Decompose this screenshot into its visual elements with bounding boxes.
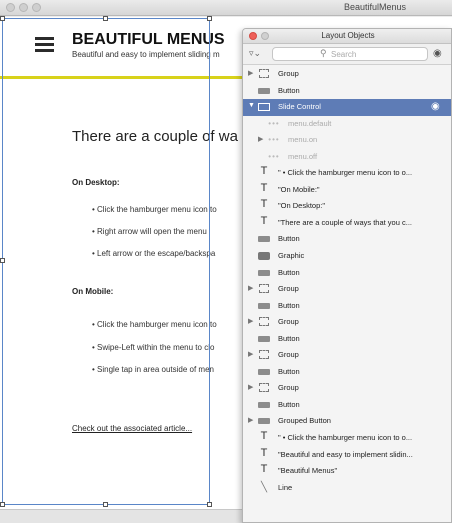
layout-object-label: Group [278,350,299,360]
disclosure-triangle-icon[interactable]: ▼ [248,102,255,110]
article-link[interactable]: Check out the associated article... [72,424,193,433]
layout-object-label: menu.default [288,118,332,128]
layout-object-row[interactable] [243,83,452,100]
state-icon: ••• [268,118,280,128]
mobile-bullet-1[interactable]: • Click the hamburger menu icon to [92,320,217,329]
layout-object-row[interactable] [243,314,452,331]
layout-object-row[interactable] [243,347,452,364]
button-icon [258,303,270,309]
layout-object-label: "On Mobile:" [278,184,320,194]
desktop-heading[interactable]: On Desktop: [72,178,120,187]
window-titlebar [0,0,452,16]
disclosure-triangle-icon[interactable]: ▶ [248,417,254,425]
layout-object-label: menu.on [288,135,318,145]
layout-object-label: Group [278,284,299,294]
button-icon [258,88,270,94]
layout-object-label: Button [278,300,300,310]
disclosure-triangle-icon[interactable]: ▶ [248,351,254,359]
mobile-bullet-2[interactable]: • Swipe-Left within the menu to clo [92,343,215,352]
layout-object-label: " • Click the hamburger menu icon to o... [278,168,413,178]
disclosure-triangle-icon[interactable]: ▶ [248,318,254,326]
layout-object-row[interactable] [243,430,452,447]
page-title[interactable]: BEAUTIFUL MENUS [72,31,225,48]
close-window-button[interactable] [6,3,15,12]
disclosure-triangle-icon[interactable]: ▶ [248,384,254,392]
panel-titlebar[interactable] [243,29,452,44]
layout-object-row[interactable] [243,380,452,397]
layout-object-row[interactable] [243,265,452,282]
group-icon [259,350,269,359]
layout-object-row[interactable] [243,413,452,430]
layout-object-label: Button [278,366,300,376]
text-icon: T [260,214,268,227]
line-icon: ╲ [260,481,268,493]
layout-object-row[interactable] [243,231,452,248]
panel-title: Layout Objects [321,31,375,40]
disclosure-triangle-icon[interactable]: ▶ [248,70,254,77]
layout-object-row[interactable] [243,132,452,149]
state-icon: ••• [268,151,280,161]
layout-object-list [243,66,452,496]
group-icon [259,383,269,392]
layout-object-row[interactable] [243,182,452,199]
layout-object-row[interactable] [243,116,452,133]
disclosure-triangle-icon[interactable]: ▶ [258,136,264,144]
layout-object-label: " • Click the hamburger menu icon to o... [278,433,413,443]
group-icon [259,69,269,78]
layout-object-row[interactable] [243,248,452,265]
slide-control-icon [258,103,270,111]
desktop-bullet-3[interactable]: • Left arrow or the escape/backspa [92,249,216,258]
intro-text[interactable]: There are a couple of wa [72,128,238,145]
layout-object-row[interactable] [243,397,452,414]
visibility-eye-icon[interactable]: ◉ [433,48,442,59]
resize-handle-bottom[interactable] [103,502,108,507]
state-icon: ••• [268,135,280,145]
layout-object-label: "There are a couple of ways that you c... [278,217,412,227]
text-icon: T [260,446,268,459]
layout-object-row[interactable] [243,364,452,381]
button-icon [258,270,270,276]
search-icon: ⚲ [320,48,327,58]
desktop-bullet-2[interactable]: • Right arrow will open the menu [92,227,207,236]
zoom-window-button[interactable] [32,3,41,12]
window-title: BeautifulMenus [343,2,407,12]
layout-object-label: menu.off [288,151,318,161]
layout-objects-panel [242,28,452,523]
resize-handle-top-right[interactable] [207,16,212,21]
resize-handle-top[interactable] [103,16,108,21]
layout-object-label: Group [278,383,299,393]
disclosure-triangle-icon[interactable]: ▶ [248,285,254,293]
layout-object-label: Slide Control [278,102,321,112]
group-icon [259,284,269,293]
layout-object-row[interactable] [243,447,452,464]
hide-object-eye-icon[interactable]: ◉ [431,101,440,113]
layout-object-label: Line [278,482,293,492]
button-icon [258,402,270,408]
layout-object-label: Button [278,399,300,409]
layout-object-label: "On Desktop:" [278,201,326,211]
layout-object-row[interactable] [243,66,452,83]
desktop-bullet-1[interactable]: • Click the hamburger menu icon to [92,205,217,214]
layout-object-label: Group [278,69,299,78]
search-input[interactable] [331,49,421,60]
layout-object-row[interactable] [243,99,452,116]
grouped-button-icon [258,418,270,424]
layout-object-label: Grouped Button [278,416,331,426]
search-field[interactable] [272,47,428,61]
resize-handle-bottom-left[interactable] [0,502,5,507]
layout-object-label: Button [278,267,300,277]
layout-object-row[interactable] [243,149,452,166]
group-icon [259,317,269,326]
layout-object-row[interactable] [243,215,452,232]
layout-object-row[interactable] [243,198,452,215]
layout-object-label: Group [278,317,299,327]
text-icon: T [260,165,268,178]
text-icon: T [260,463,268,476]
resize-handle-top-left[interactable] [0,16,5,21]
layout-object-row[interactable] [243,463,452,480]
layout-object-label: "Beautiful and easy to implement slidin... [278,449,413,459]
resize-handle-left[interactable] [0,258,5,263]
button-icon [258,236,270,242]
graphic-icon [258,252,270,260]
button-icon [258,369,270,375]
panel-toolbar [243,44,452,65]
page-subtitle[interactable]: Beautiful and easy to implement sliding m [72,50,220,59]
minimize-window-button[interactable] [19,3,28,12]
text-icon: T [260,181,268,194]
layout-object-label: Button [278,333,300,343]
filter-icon[interactable]: ▿⌄ [249,48,262,58]
layout-object-label: "Beautiful Menus" [278,466,338,476]
layout-object-label: Button [278,85,300,95]
layout-object-row[interactable] [243,480,452,497]
layout-object-label: Graphic [278,251,305,261]
layout-object-row[interactable] [243,281,452,298]
button-icon [258,336,270,342]
hamburger-menu-icon[interactable] [35,37,54,53]
layout-object-row[interactable] [243,298,452,315]
layout-object-row[interactable] [243,331,452,348]
text-icon: T [260,430,268,443]
layout-object-label: Button [278,234,300,244]
layout-object-row[interactable] [243,165,452,182]
resize-handle-bottom-right[interactable] [207,502,212,507]
mobile-bullet-3[interactable]: • Single tap in area outside of men [92,365,214,374]
text-icon: T [260,198,268,211]
mobile-heading[interactable]: On Mobile: [72,287,114,296]
